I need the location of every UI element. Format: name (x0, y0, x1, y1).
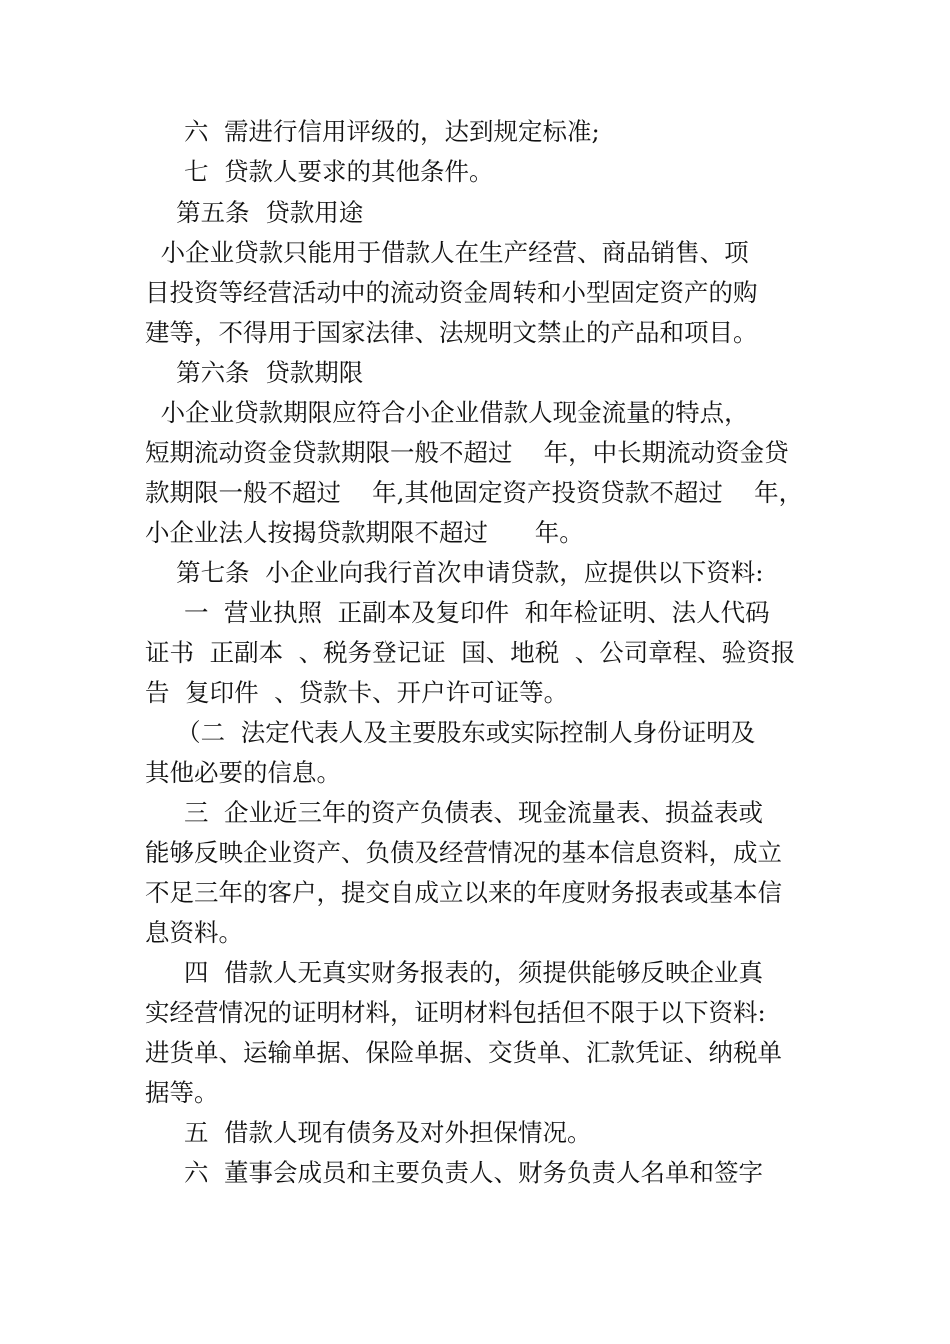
document-line: 六 董事会成员和主要负责人、财务负责人名单和签字 (145, 1158, 764, 1187)
section-heading: 第五条 贷款用途 (145, 198, 364, 227)
document-line: 五 借款人现有债务及对外担保情况。 (145, 1118, 592, 1147)
document-line: 目投资等经营活动中的流动资金周转和小型固定资产的购 (145, 278, 758, 307)
document-line: 小企业贷款只能用于借款人在生产经营、商品销售、项 (145, 238, 749, 267)
document-line: 建等，不得用于国家法律、法规明文禁止的产品和项目。 (145, 318, 758, 347)
document-line: 告 复印件 、贷款卡、开户许可证等。 (145, 678, 569, 707)
document-line: 六 需进行信用评级的，达到规定标准; (145, 117, 600, 146)
document-line: （二 法定代表人及主要股东或实际控制人身份证明及 (145, 718, 756, 747)
document-line: 三 企业近三年的资产负债表、现金流量表、损益表或 (145, 798, 764, 827)
document-line: 进货单、运输单据、保险单据、交货单、汇款凭证、纳税单 (145, 1038, 782, 1067)
section-heading: 第七条 小企业向我行首次申请贷款，应提供以下资料: (145, 558, 764, 587)
document-line: 能够反映企业资产、负债及经营情况的基本信息资料，成立 (145, 838, 782, 867)
document-line: 款期限一般不超过 年,其他固定资产投资贷款不超过 年， (145, 478, 804, 507)
section-heading: 第六条 贷款期限 (145, 358, 364, 387)
document-line: 一 营业执照 正副本及复印件 和年检证明、法人代码 (145, 598, 770, 627)
document-line: 短期流动资金贷款期限一般不超过 年，中长期流动资金贷 (145, 438, 789, 467)
document-line: 其他必要的信息。 (145, 758, 341, 787)
document-line: 七 贷款人要求的其他条件。 (145, 157, 494, 186)
document-line: 不足三年的客户，提交自成立以来的年度财务报表或基本信 (145, 878, 782, 907)
document-line: 据等。 (145, 1078, 219, 1107)
document-line: 小企业法人按揭贷款期限不超过 年。 (145, 518, 584, 547)
document-line: 息资料。 (145, 918, 243, 947)
document-line: 小企业贷款期限应符合小企业借款人现金流量的特点， (145, 398, 749, 427)
document-line: 四 借款人无真实财务报表的，须提供能够反映企业真 (145, 958, 764, 987)
document-line: 实经营情况的证明材料，证明材料包括但不限于以下资料: (145, 998, 766, 1027)
document-line: 证书 正副本 、税务登记证 国、地税 、公司章程、验资报 (145, 638, 796, 667)
